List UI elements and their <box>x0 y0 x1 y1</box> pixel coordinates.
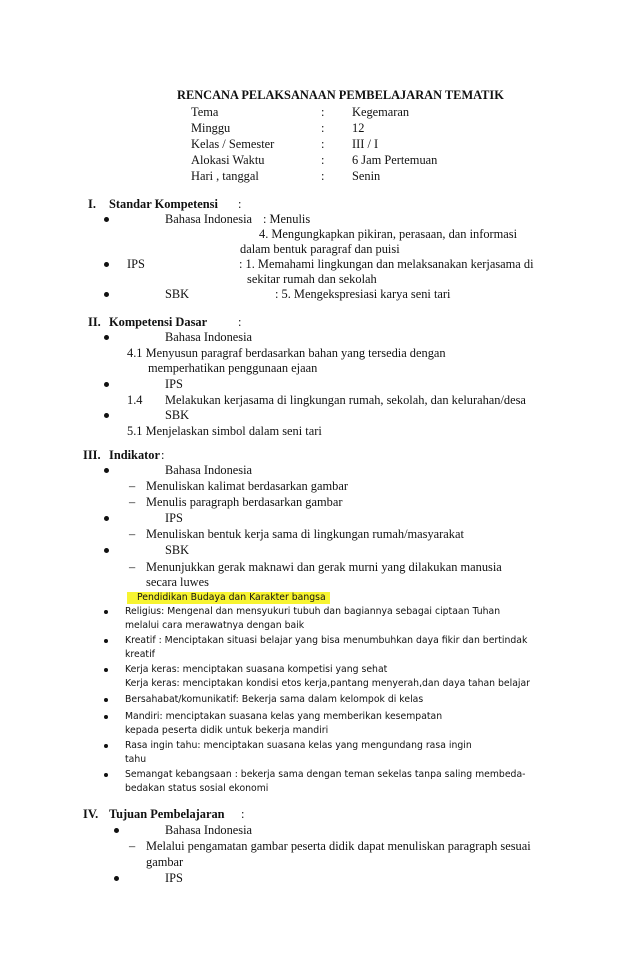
info-separator: : <box>321 121 325 135</box>
info-separator: : <box>321 169 325 183</box>
section-heading: Standar Kompetensi <box>109 197 218 211</box>
section-colon: : <box>238 315 242 329</box>
competency-text: memperhatikan penggunaan ejaan <box>148 361 318 375</box>
info-value: 12 <box>352 121 365 135</box>
character-item-text: Kerja keras: menciptakan suasana kompetisi yang sehat <box>125 664 388 675</box>
info-label: Alokasi Waktu <box>191 153 265 167</box>
bullet-icon <box>104 413 109 418</box>
character-item-text: kepada peserta didik untuk bekerja mandiri <box>125 725 329 736</box>
subject-label: IPS <box>165 511 183 525</box>
bullet-icon <box>104 292 109 297</box>
bullet-icon <box>104 516 109 521</box>
bullet-icon <box>104 639 108 643</box>
section-number: II. <box>88 315 101 329</box>
competency-text: : 5. Mengekspresiasi karya seni tari <box>275 287 451 301</box>
info-separator: : <box>321 153 325 167</box>
bullet-icon <box>114 876 119 881</box>
bullet-icon <box>104 744 108 748</box>
bullet-icon <box>104 262 109 267</box>
competency-text: dalam bentuk paragraf dan puisi <box>240 242 400 256</box>
objective-text: Melalui pengamatan gambar peserta didik dapat menuliskan paragraph sesuai <box>146 839 531 853</box>
bullet-icon <box>104 382 109 387</box>
indicator-text: Menunjukkan gerak maknawi dan gerak murni yang dilakukan manusia <box>146 560 502 574</box>
bullet-icon <box>104 698 108 702</box>
character-item-text: Kerja keras: menciptakan kondisi etos kerja,pantang menyerah,dan daya tahan belajar <box>125 678 531 689</box>
bullet-icon <box>104 668 108 672</box>
info-label: Minggu <box>191 121 231 135</box>
section-colon: : <box>241 807 245 821</box>
character-item-text: tahu <box>125 754 147 765</box>
bullet-icon <box>104 335 109 340</box>
section-number: IV. <box>83 807 99 821</box>
info-value: Senin <box>352 169 381 183</box>
info-label: Kelas / Semester <box>191 137 275 151</box>
section-heading: Tujuan Pembelajaran <box>109 807 225 821</box>
subject-label: SBK <box>165 408 190 422</box>
section-colon: : <box>238 197 242 211</box>
character-item-text: Rasa ingin tahu: menciptakan suasana kelas yang mengundang rasa ingin <box>125 740 472 751</box>
competency-number: 1.4 <box>127 393 143 407</box>
info-value: 6 Jam Pertemuan <box>352 153 438 167</box>
subject-label: IPS <box>127 257 145 271</box>
subject-label: IPS <box>165 377 183 391</box>
dash-marker: – <box>129 479 136 493</box>
dash-marker: – <box>129 560 136 574</box>
character-item-text: Mandiri: menciptakan suasana kelas yang memberikan kesempatan <box>125 711 443 722</box>
dash-marker: – <box>129 839 136 853</box>
character-item-text: Religius: Mengenal dan mensyukuri tubuh dan bagiannya sebagai ciptaan Tuhan <box>125 606 501 617</box>
bullet-icon <box>114 828 119 833</box>
subject-label: Bahasa Indonesia <box>165 212 253 226</box>
info-label: Hari , tanggal <box>191 169 259 183</box>
competency-text: 4.1 Menyusun paragraf berdasarkan bahan yang tersedia dengan <box>127 346 446 360</box>
character-item-text: Kreatif : Menciptakan situasi belajar yang bisa menumbuhkan daya fikir dan bertindak <box>125 635 528 646</box>
section-heading: Kompetensi Dasar <box>109 315 208 329</box>
subject-label: SBK <box>165 287 190 301</box>
info-value: Kegemaran <box>352 105 410 119</box>
subject-label: Bahasa Indonesia <box>165 463 253 477</box>
subject-detail: : Menulis <box>263 212 311 226</box>
section-heading: Indikator <box>109 448 160 462</box>
character-item-text: kreatif <box>125 649 155 660</box>
section-number: III. <box>83 448 101 462</box>
competency-text: Melakukan kerjasama di lingkungan rumah, sekolah, dan kelurahan/desa <box>165 393 526 407</box>
character-item-text: Bersahabat/komunikatif: Bekerja sama dalam kelompok di kelas <box>125 694 424 705</box>
info-label: Tema <box>191 105 219 119</box>
subject-label: SBK <box>165 543 190 557</box>
subject-label: Bahasa Indonesia <box>165 823 253 837</box>
subject-label: IPS <box>165 871 183 885</box>
document-title: RENCANA PELAKSANAAN PEMBELAJARAN TEMATIK <box>177 88 504 102</box>
character-item-text: bedakan status sosial ekonomi <box>125 783 269 794</box>
indicator-text: Menulis paragraph berdasarkan gambar <box>146 495 343 509</box>
section-number: I. <box>88 197 96 211</box>
competency-text: 4. Mengungkapkan pikiran, perasaan, dan informasi <box>259 227 518 241</box>
indicator-text: Menuliskan kalimat berdasarkan gambar <box>146 479 348 493</box>
bullet-icon <box>104 217 109 222</box>
subject-label: Bahasa Indonesia <box>165 330 253 344</box>
objective-text: gambar <box>146 855 184 869</box>
character-education-title: Pendidikan Budaya dan Karakter bangsa <box>127 592 330 604</box>
indicator-text: Menuliskan bentuk kerja sama di lingkungan rumah/masyarakat <box>146 527 464 541</box>
competency-text: : 1. Memahami lingkungan dan melaksanakan kerjasama di <box>239 257 534 271</box>
dash-marker: – <box>129 495 136 509</box>
indicator-text: secara luwes <box>146 575 209 589</box>
info-value: III / I <box>352 137 379 151</box>
bullet-icon <box>104 468 109 473</box>
info-separator: : <box>321 105 325 119</box>
bullet-icon <box>104 773 108 777</box>
info-separator: : <box>321 137 325 151</box>
dash-marker: – <box>129 527 136 541</box>
section-colon: : <box>161 448 165 462</box>
bullet-icon <box>104 715 108 719</box>
character-item-text: Semangat kebangsaan : bekerja sama dengan teman sekelas tanpa saling membeda- <box>125 769 526 780</box>
character-item-text: melalui cara merawatnya dengan baik <box>125 620 305 631</box>
bullet-icon <box>104 548 109 553</box>
competency-text: sekitar rumah dan sekolah <box>247 272 377 286</box>
competency-text: 5.1 Menjelaskan simbol dalam seni tari <box>127 424 322 438</box>
bullet-icon <box>104 610 108 614</box>
